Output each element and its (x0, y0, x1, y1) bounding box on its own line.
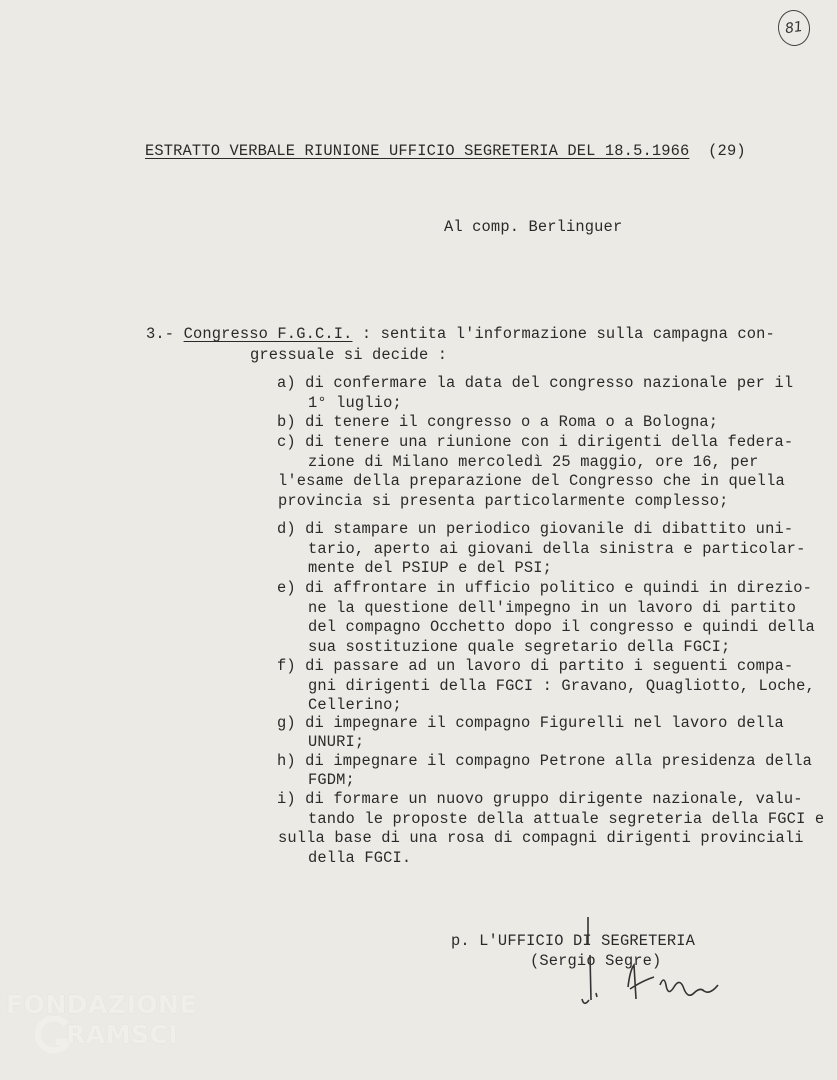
section-intro-line-2: gressuale si decide : (250, 346, 448, 364)
list-item-d-line-2: tario, aperto ai giovani della sinistra e particolar- (308, 540, 806, 558)
list-item-c-line-1: c) di tenere una riunione con i dirigenti della federa- (277, 433, 794, 451)
list-item-h-line-2: FGDM; (308, 771, 355, 789)
watermark-line-2: RAMSCI (66, 1020, 179, 1049)
list-item-c-line-4: provincia si presenta particolarmente complesso; (278, 492, 729, 510)
document-heading (145, 141, 746, 161)
section-intro (146, 324, 775, 344)
list-item-g-line-2: UNURI; (308, 733, 365, 751)
list-item-c-line-2: zione di Milano mercoledì 25 maggio, ore 16, per (308, 453, 759, 471)
list-item-e-line-2: ne la questione dell'impegno in un lavoro di partito (308, 599, 797, 617)
list-item-c-line-3: l'esame della preparazione del Congresso che in quella (278, 472, 785, 490)
list-item-a-line-2: 1° luglio; (308, 394, 402, 412)
list-item-e-line-4: sua sostituzione quale segretario della FGCI; (308, 638, 731, 656)
list-item-f-line-1: f) di passare ad un lavoro di partito i seguenti compa- (277, 657, 794, 675)
signoff-office: p. L'UFFICIO DI SEGRETERIA (451, 932, 696, 950)
list-item-e-line-1: e) di affrontare in ufficio politico e quindi in direzio- (277, 579, 812, 597)
list-item-f-line-2: gni dirigenti della FGCI : Gravano, Quagliotto, Loche, (308, 677, 815, 695)
list-item-e-line-3: del compagno Occhetto dopo il congresso e quindi della (308, 618, 815, 636)
document-title-ref: (29) (708, 142, 746, 160)
list-item-d-line-3: mente del PSIUP e del PSI; (308, 559, 553, 577)
document-title: ESTRATTO VERBALE RIUNIONE UFFICIO SEGRETERIA DEL 18.5.1966 (145, 142, 690, 160)
list-item-a-line-1: a) di confermare la data del congresso nazionale per il (277, 374, 794, 392)
list-item-i-line-3: sulla base di una rosa di compagni dirigenti provinciali (278, 829, 804, 847)
section-heading: Congresso F.G.C.I. (183, 325, 353, 343)
watermark-line-1: FONDAZIONE (6, 990, 198, 1019)
list-item-g-line-1: g) di impegnare il compagno Figurelli nel lavoro della (277, 714, 784, 732)
list-item-i-line-1: i) di formare un nuovo gruppo dirigente nazionale, valu- (277, 790, 803, 808)
handwritten-signature (570, 915, 730, 1010)
page-number-stamp (776, 8, 813, 48)
list-item-i-line-4: della FGCI. (308, 849, 412, 867)
addressee: Al comp. Berlinguer (444, 218, 623, 236)
list-item-i-line-2: tando le proposte della attuale segreteria della FGCI e (308, 810, 825, 828)
section-number: 3.- (146, 325, 175, 343)
list-item-b-line-1: b) di tenere il congresso o a Roma o a Bologna; (277, 413, 719, 431)
list-item-d-line-1: d) di stampare un periodico giovanile di dibattito uni- (277, 520, 794, 538)
list-item-h-line-1: h) di impegnare il compagno Petrone alla presidenza della (277, 752, 812, 770)
signoff-name: (Sergio Segre) (530, 952, 662, 970)
watermark-logo (4, 990, 214, 1070)
list-item-f-line-3: Cellerino; (308, 696, 402, 714)
page-number: 81 (784, 18, 804, 38)
section-intro-line-1: : sentita l'informazione sulla campagna con- (352, 325, 775, 343)
